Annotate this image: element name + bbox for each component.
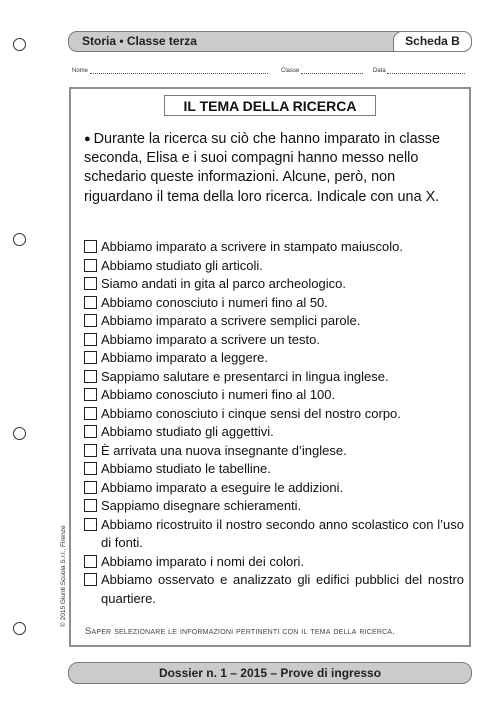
item-text: Abbiamo studiato le tabelline. bbox=[101, 461, 271, 476]
item-text: Siamo andati in gita al parco archeologico. bbox=[101, 276, 346, 291]
name-field[interactable] bbox=[72, 67, 268, 74]
item-text: Abbiamo osservato e analizzato gli edifici pubblici del nostro quartiere. bbox=[101, 572, 464, 606]
list-item bbox=[84, 312, 464, 331]
checkbox[interactable] bbox=[84, 333, 97, 346]
item-text: Abbiamo imparato a leggere. bbox=[101, 350, 268, 365]
item-text: Abbiamo conosciuto i cinque sensi del nostro corpo. bbox=[101, 405, 401, 421]
learning-objective: Saper selezionare le informazioni pertinenti con il tema della ricerca. bbox=[85, 625, 396, 636]
date-blank[interactable] bbox=[387, 67, 465, 74]
list-item bbox=[84, 275, 464, 294]
checkbox[interactable] bbox=[84, 555, 97, 568]
item-text: Sappiamo salutare e presentarci in lingua inglese. bbox=[101, 368, 389, 384]
checklist bbox=[84, 238, 464, 608]
checkbox[interactable] bbox=[84, 481, 97, 494]
header-subject: Storia • Classe terza bbox=[82, 34, 197, 48]
item-text: Sappiamo disegnare schieramenti. bbox=[101, 498, 302, 513]
checkbox[interactable] bbox=[84, 444, 97, 457]
item-text: Abbiamo conosciuto i numeri fino al 50. bbox=[101, 294, 328, 310]
list-item bbox=[84, 257, 464, 276]
list-item bbox=[84, 516, 464, 553]
list-item bbox=[84, 331, 464, 350]
item-text: Abbiamo studiato gli articoli. bbox=[101, 257, 263, 273]
list-item bbox=[84, 497, 464, 516]
checkbox[interactable] bbox=[84, 296, 97, 309]
item-text: Abbiamo imparato a scrivere in stampato maiuscolo. bbox=[101, 239, 404, 254]
binder-hole-lower-middle bbox=[13, 427, 26, 440]
item-text: Abbiamo imparato i nomi dei colori. bbox=[101, 553, 305, 569]
item-text: Abbiamo imparato a eseguire le addizioni. bbox=[101, 479, 344, 495]
checkbox[interactable] bbox=[84, 314, 97, 327]
name-label: Nome bbox=[72, 68, 89, 74]
item-text: Abbiamo ricostruito il nostro secondo anno scolastico con l’uso di fonti. bbox=[101, 516, 464, 550]
item-text: Abbiamo imparato a scrivere un testo. bbox=[101, 331, 320, 347]
checkbox[interactable] bbox=[84, 351, 97, 364]
checkbox[interactable] bbox=[84, 573, 97, 586]
checkbox[interactable] bbox=[84, 499, 97, 512]
instructions-text: Durante la ricerca su ciò che hanno imparato in classe seconda, Elisa e i suoi compagni hanno messo nello schedario queste informazioni. Alcune, però, non riguardano il tema della loro ricerca. Indicale con una X. bbox=[84, 131, 441, 205]
list-item bbox=[84, 405, 464, 424]
name-blank[interactable] bbox=[90, 67, 268, 74]
footer-bar: Dossier n. 1 – 2015 – Prove di ingresso bbox=[68, 662, 472, 684]
list-item bbox=[84, 368, 464, 387]
list-item bbox=[84, 238, 464, 257]
checkbox[interactable] bbox=[84, 259, 97, 272]
list-item bbox=[84, 386, 464, 405]
list-item bbox=[84, 460, 464, 479]
item-text: Abbiamo imparato a scrivere semplici parole. bbox=[101, 313, 361, 328]
class-blank[interactable] bbox=[301, 67, 363, 74]
checkbox[interactable] bbox=[84, 240, 97, 253]
checkbox[interactable] bbox=[84, 277, 97, 290]
bullet-icon: ● bbox=[84, 133, 91, 145]
item-text: È arrivata una nuova insegnante d’inglese. bbox=[101, 442, 347, 458]
list-item bbox=[84, 294, 464, 313]
list-item bbox=[84, 442, 464, 461]
binder-hole-upper-middle bbox=[13, 233, 26, 246]
checkbox[interactable] bbox=[84, 388, 97, 401]
checkbox[interactable] bbox=[84, 462, 97, 475]
checkbox[interactable] bbox=[84, 425, 97, 438]
item-text: Abbiamo conosciuto i numeri fino al 100. bbox=[101, 387, 336, 402]
date-field[interactable] bbox=[373, 67, 465, 74]
list-item bbox=[84, 571, 464, 608]
list-item bbox=[84, 423, 464, 442]
instructions bbox=[84, 130, 464, 207]
list-item bbox=[84, 479, 464, 498]
checkbox[interactable] bbox=[84, 518, 97, 531]
binder-hole-top bbox=[13, 38, 26, 51]
class-field[interactable] bbox=[281, 67, 363, 74]
list-item bbox=[84, 349, 464, 368]
sheet-label: Scheda B bbox=[393, 31, 472, 52]
copyright-notice: © 2015 Giunti Scuola S.r.l., Firenze bbox=[60, 525, 67, 627]
date-label: Data bbox=[373, 68, 386, 74]
class-label: Classe bbox=[281, 68, 300, 74]
item-text: Abbiamo studiato gli aggettivi. bbox=[101, 424, 274, 439]
checkbox[interactable] bbox=[84, 370, 97, 383]
list-item bbox=[84, 553, 464, 572]
exercise-title: IL TEMA DELLA RICERCA bbox=[164, 95, 376, 116]
checkbox[interactable] bbox=[84, 407, 97, 420]
binder-hole-bottom bbox=[13, 622, 26, 635]
